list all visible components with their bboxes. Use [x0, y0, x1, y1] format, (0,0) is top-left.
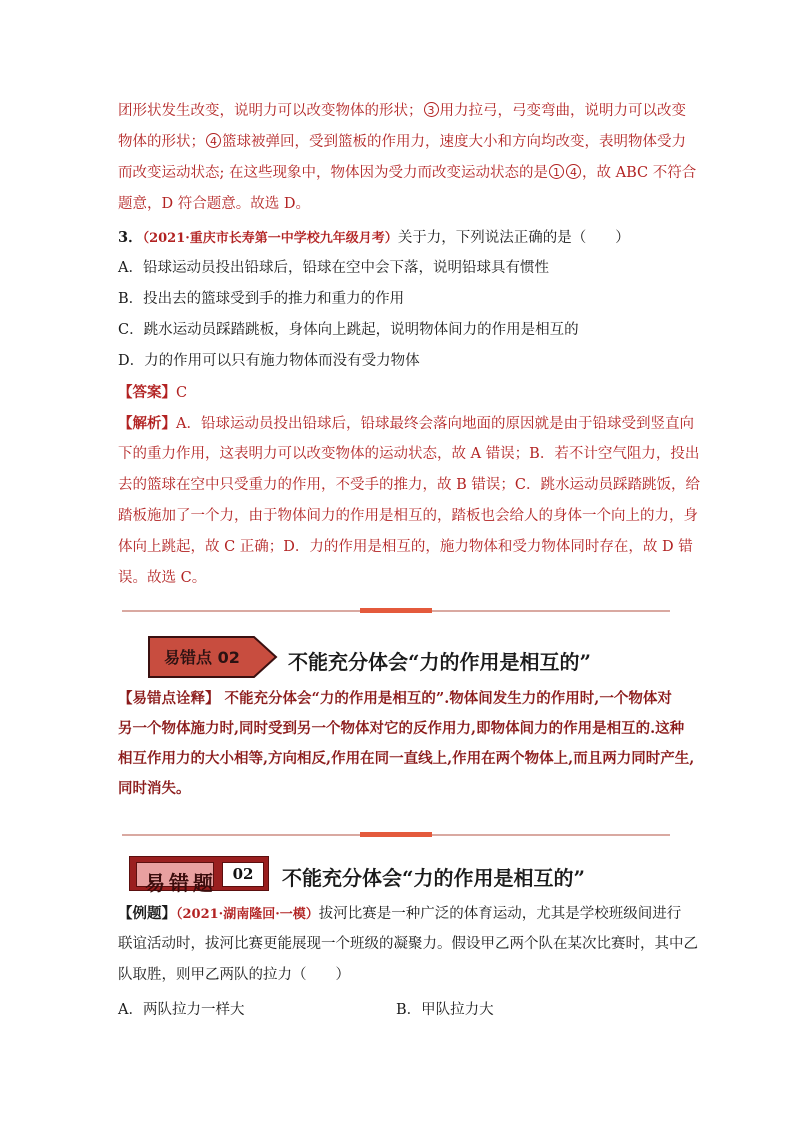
answer-label: 【答案】	[118, 384, 176, 401]
option-b: B．投出去的篮球受到手的推力和重力的作用	[118, 291, 405, 307]
text-line	[118, 898, 682, 929]
text-line	[118, 408, 694, 439]
text-span: 拔河比赛是一种广泛的体育运动，尤其是学校班级间进行	[318, 906, 682, 922]
circled-number: 1	[549, 164, 564, 179]
section-divider	[122, 610, 670, 612]
mistake-problem-tag	[129, 856, 269, 895]
text-span: A．铅球运动员投出铅球后，铅球最终会落向地面的原因就是由于铅球受到竖直向	[176, 416, 694, 432]
text-line: 题意，D 符合题意。故选 D。	[118, 196, 310, 212]
question-3	[118, 222, 700, 594]
text-line	[118, 158, 697, 189]
text-span: 团形状发生改变，说明力可以改变物体的形状；	[118, 103, 423, 119]
text-line: 去的篮球在空中只受重力的作用，不受手的推力，故 B 错误；C．跳水运动员踩踏跳饭，给	[118, 477, 700, 493]
text-line	[118, 684, 678, 714]
text-span: 而改变运动状态; 在这些现象中，物体因为受力而改变运动状态的是	[118, 165, 548, 181]
tag-title: 易错题	[145, 871, 217, 895]
text-line	[118, 127, 686, 158]
text-line: 体向上跳起，故 C 正确；D．力的作用是相互的，施力物体和受力物体同时存在，故 D 错	[118, 539, 693, 555]
text-span: 篮球被弹回，受到篮板的作用力，速度大小和方向均改变，表明物体受力	[222, 134, 686, 150]
option-d: D．力的作用可以只有施力物体而没有受力物体	[118, 353, 420, 369]
section-divider	[122, 834, 670, 836]
text-line: 另一个物体施力时,同时受到另一个物体对它的反作用力,即物体间力的作用是相互的.这种	[118, 720, 685, 737]
question-number: 3．	[118, 229, 143, 246]
divider-mark	[360, 608, 432, 613]
question-source: （2021·重庆市长寿第一中学校九年级月考）	[142, 231, 398, 246]
option-b: B．甲队拉力大	[396, 1002, 494, 1018]
option-a: A．两队拉力一样大	[118, 1002, 245, 1018]
mistake-point-tag	[148, 636, 278, 678]
previous-analysis-continuation	[118, 96, 697, 220]
text-span: 物体的形状；	[118, 134, 205, 150]
circled-number: 4	[206, 133, 221, 148]
option-a: A．铅球运动员投出铅球后，铅球在空中会下落，说明铅球具有惯性	[118, 260, 549, 276]
text-line: 相互作用力的大小相等,方向相反,作用在同一直线上,作用在两个物体上,而且两力同时产生,	[118, 750, 695, 767]
text-line: 同时消失。	[118, 780, 191, 797]
text-line: 踏板施加了一个力，由于物体间力的作用是相互的，踏板也会给人的身体一个向上的力，身	[118, 508, 698, 524]
question-text: 关于力，下列说法正确的是（ ）	[397, 230, 630, 246]
mistake-point-heading: 不能充分体会“力的作用是相互的”	[288, 650, 592, 674]
text-span: ，故 ABC 不符合	[582, 165, 697, 181]
circled-number: 4	[566, 164, 581, 179]
explanation-label: 【易错点诠释】	[118, 690, 220, 707]
option-c: C．跳水运动员踩踏跳板，身体向上跳起，说明物体间力的作用是相互的	[118, 322, 579, 338]
text-line: 联谊活动时，拔河比赛更能展现一个班级的凝聚力。假设甲乙两个队在某次比赛时，其中乙	[118, 936, 698, 952]
tag-number: 02	[222, 862, 264, 887]
mistake-point-label: 易错点 02	[164, 648, 240, 667]
analysis-block	[118, 408, 700, 594]
mistake-problem-heading: 不能充分体会“力的作用是相互的”	[282, 866, 586, 890]
text-span: 不能充分体会“力的作用是相互的”.物体间发生力的作用时,一个物体对	[219, 690, 672, 707]
example-problem	[118, 898, 698, 991]
text-line: 队取胜，则甲乙两队的拉力（ ）	[118, 967, 350, 983]
text-line: 误。故选 C。	[118, 570, 207, 586]
example-source: （2021·湖南隆回·一模）	[176, 907, 319, 922]
text-line	[118, 96, 686, 127]
answer-line	[118, 377, 678, 408]
text-span: 用力拉弓，弓变弯曲，说明力可以改变	[439, 103, 686, 119]
mistake-explanation	[118, 684, 695, 804]
example-label: 【例题】	[118, 905, 176, 922]
tag-title-box	[136, 862, 217, 895]
divider-mark	[360, 832, 432, 837]
circled-number: 3	[424, 102, 439, 117]
answer-value: C	[176, 385, 188, 401]
analysis-label: 【解析】	[118, 415, 176, 432]
question-stem	[118, 222, 678, 253]
text-line: 下的重力作用，这表明力可以改变物体的运动状态，故 A 错误；B．若不计空气阻力，投出	[118, 446, 700, 462]
